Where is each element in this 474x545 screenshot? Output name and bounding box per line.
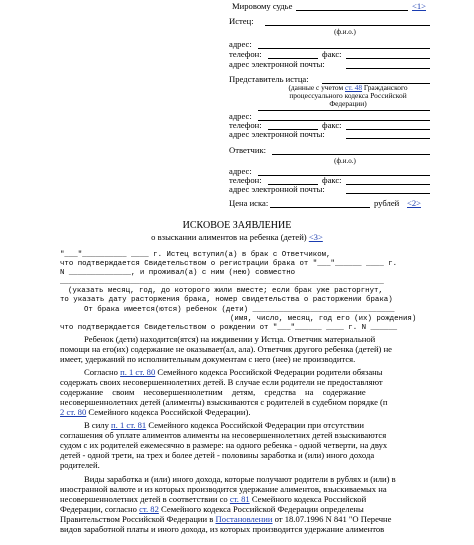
def-fax-label: факс:	[322, 175, 342, 185]
rep-email-label: адрес электронной почты:	[229, 129, 325, 139]
document-subtitle: о взыскании алиментов на ребенка (детей) <3>	[151, 232, 323, 242]
def-fax-field-line[interactable]	[346, 184, 430, 185]
body-line-1: "___"__________ ____ г. Истец вступил(а) в брак с Ответчиком,	[60, 251, 331, 259]
para4-line-3: несовершеннолетних детей в соответствии со ст. 81 Семейного кодекса Российской	[60, 494, 367, 504]
rep-fax-field-line[interactable]	[346, 129, 430, 130]
para1-line-3: имеет, удержаний по исполнительным документам с него (нее) не производится.	[60, 354, 356, 364]
claim-price-label: Цена иска:	[229, 198, 269, 208]
para2-line-5: 2 ст. 80 Семейного кодекса Российской Федерации).	[60, 407, 251, 417]
claim-price-field-line[interactable]	[270, 207, 370, 208]
para4-line-2: иностранной валюте и из которых производится удержание алиментов, взыскиваемых на	[60, 484, 387, 494]
article-81-link[interactable]: ст. 81	[229, 494, 250, 504]
def-address-label: адрес:	[229, 166, 252, 176]
para2-line-3: содержание своим несовершеннолетним детям, средства на содержание	[60, 387, 366, 397]
court-label: Мировому судье	[232, 1, 293, 11]
body-line-9: что подтверждается Свидетельством о рождении от "___"______ ____ г. N ______	[60, 324, 398, 332]
defendant-fio-caption: (ф.и.о.)	[334, 157, 356, 165]
para4-line-6: видов заработной платы и иного дохода, из которых производится удержание алиментов	[60, 524, 385, 534]
rep-address-field-line[interactable]	[258, 120, 430, 121]
representative-caption-line-1: (данные с учетом ст. 48 Гражданского	[288, 83, 408, 92]
def-email-label: адрес электронной почты:	[229, 184, 325, 194]
rep-address-label: адрес:	[229, 111, 252, 121]
body-line-6: то указать дату расторжения брака, номер свидетельства о расторжении брака)	[60, 296, 393, 304]
para1-line-2: помощи на его(их) содержание не оказывает(ал, ала). Ответчик другого ребенка (детей) не	[60, 344, 392, 354]
fax-label: факс:	[322, 49, 342, 59]
document-title: ИСКОВОЕ ЗАЯВЛЕНИЕ	[182, 220, 292, 231]
body-line-2: что подтверждается Свидетельством о регистрации брака от "___"______ ____ г.	[60, 260, 398, 268]
fax-field-line[interactable]	[346, 58, 430, 59]
article-81-p1-link[interactable]: п. 1 ст. 81	[111, 420, 147, 430]
para2-line-4: несовершеннолетних детей (алименты) взыскиваются с родителей в судебном порядке (п	[60, 397, 388, 407]
body-line-3: N ______________, и проживал(а) с ним (нею) совместно	[60, 269, 296, 277]
rep-phone-label: телефон:	[229, 120, 262, 130]
def-address-field-line[interactable]	[258, 175, 430, 176]
plaintiff-field-line[interactable]	[265, 25, 430, 26]
para3-line-4: детей - одной трети, на трех и более детей - половины заработка и (или) иного дохода	[60, 450, 375, 460]
para3-line-5: родителей.	[60, 460, 100, 470]
phone-label: телефон:	[229, 49, 262, 59]
para3-line-1: В силу п. 1 ст. 81 Семейного кодекса Российской Федерации при отсутствии	[84, 420, 364, 430]
footnote-link-1[interactable]: <1>	[412, 1, 426, 11]
def-email-field-line[interactable]	[346, 193, 430, 194]
footnote-link-3[interactable]: <3>	[308, 232, 323, 242]
article-48-link[interactable]: ст. 48	[345, 83, 363, 92]
rep-email-field-line[interactable]	[346, 138, 430, 139]
representative-label: Представитель истца:	[229, 74, 309, 84]
para4-line-5: Правительством Российской Федерации в Постановлении от 18.07.1996 N 841 "О Перечне	[60, 514, 392, 524]
rep-fax-label: факс:	[322, 120, 342, 130]
representative-caption-line-2: процессуального кодекса Российской	[289, 91, 407, 100]
para1-line-1: Ребенок (дети) находится(ятся) на иждивении у Истца. Ответчик материальной	[84, 334, 376, 344]
court-field-line[interactable]	[296, 10, 408, 11]
article-80-p2-link[interactable]: 2 ст. 80	[60, 407, 87, 417]
plaintiff-label: Истец:	[229, 16, 254, 26]
address-field-line[interactable]	[258, 48, 430, 49]
representative-caption-line-3: Федерации)	[329, 99, 367, 108]
body-line-5: (указать месяц, год, до которого жили вместе; если брак уже расторгнут,	[68, 287, 383, 295]
article-82-link[interactable]: ст. 82	[139, 504, 159, 514]
body-line-8: (имя, число, месяц, год его (их) рождения)	[230, 315, 417, 323]
para2-line-1: Согласно п. 1 ст. 80 Семейного кодекса Российской Федерации родители обязаны	[84, 367, 383, 377]
defendant-label: Ответчик:	[229, 145, 267, 155]
body-line-7: От брака имеется(ются) ребенок (дети) ________________________________	[84, 306, 395, 314]
body-line-4: _________________________________________________________________________	[60, 278, 384, 286]
para2-line-2: содержать своих несовершеннолетних детей. В случае если родители не предоставляют	[60, 377, 383, 387]
footnote-link-2[interactable]: <2>	[407, 198, 421, 208]
address-label: адрес:	[229, 39, 252, 49]
para4-line-1: Виды заработка и (или) иного дохода, которые получают родители в рублях и (или) в	[84, 474, 396, 484]
def-phone-label: телефон:	[229, 175, 262, 185]
resolution-link[interactable]: Постановлении	[215, 514, 273, 524]
defendant-field-line[interactable]	[272, 154, 430, 155]
para3-line-3: судом с их родителей ежемесячно в размере: на одного ребенка - одной четверти, на двух	[60, 440, 388, 450]
para4-line-4: Федерации, согласно ст. 82 Семейного кодекса Российской Федерации определены	[60, 504, 364, 514]
email-label: адрес электронной почты:	[229, 59, 325, 69]
fio-caption: (ф.и.о.)	[334, 28, 356, 36]
representative-field-line-2[interactable]	[258, 110, 430, 111]
rubles-label: рублей	[374, 198, 400, 208]
email-field-line[interactable]	[346, 68, 430, 69]
article-80-p1-link[interactable]: п. 1 ст. 80	[120, 367, 156, 377]
para3-line-2: соглашения об уплате алиментов алименты на несовершеннолетних детей взыскиваются	[60, 430, 387, 440]
